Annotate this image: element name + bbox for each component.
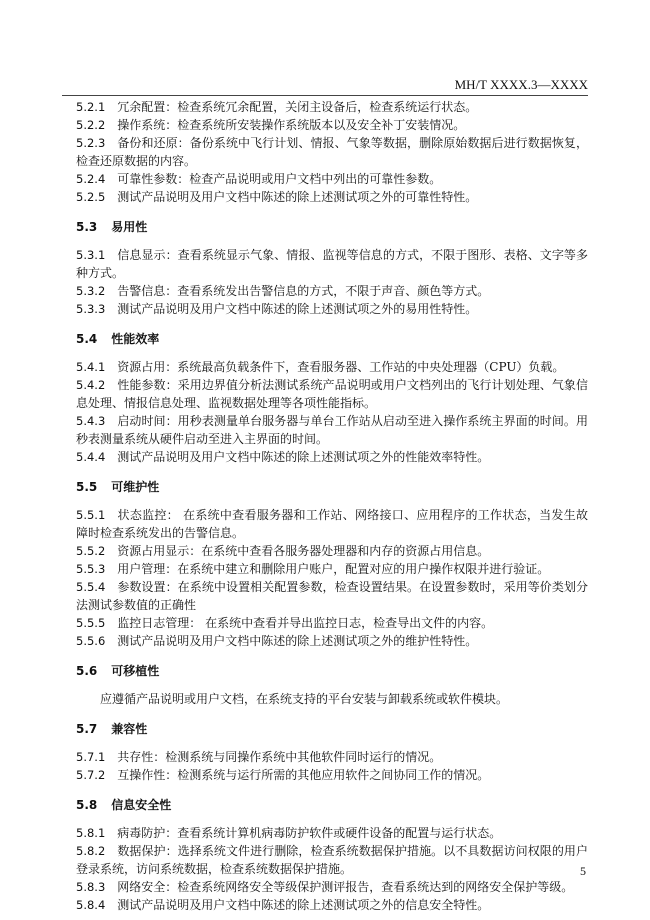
- clause-number: 5.2.3: [76, 136, 106, 150]
- section-title: 兼容性: [111, 722, 148, 736]
- clause-number: 5.8.1: [76, 826, 106, 840]
- clause-number: 5.3.2: [76, 284, 106, 298]
- clause-text: 参数设置：在系统中设置相关配置参数，检查设置结果。在设置参数时，采用等价类划分法测试参数值的正确性: [76, 580, 588, 612]
- clause: [76, 188, 588, 206]
- clause: [76, 632, 588, 650]
- clause-text: 测试产品说明及用户文档中陈述的除上述测试项之外的易用性特性。: [117, 302, 478, 316]
- clause-text: 状态监控： 在系统中查看服务器和工作站、网络接口、应用程序的工作状态，当发生故障时检查系统发出的告警信息。: [76, 508, 588, 540]
- clause-number: 5.5.4: [76, 580, 106, 594]
- clause-number: 5.2.1: [76, 100, 106, 114]
- clause-text: 病毒防护：查看系统计算机病毒防护软件或硬件设备的配置与运行状态。: [117, 826, 502, 840]
- clause-text: 备份和还原：备份系统中飞行计划、情报、气象等数据，删除原始数据后进行数据恢复，检查还原数据的内容。: [76, 136, 588, 168]
- clause: [76, 116, 588, 134]
- section-number: 5.7: [76, 722, 98, 736]
- clause-number: 5.3.1: [76, 248, 106, 262]
- clause-number: 5.5.3: [76, 562, 106, 576]
- section-number: 5.6: [76, 664, 98, 678]
- clause-number: 5.2.2: [76, 118, 106, 132]
- clause: [76, 282, 588, 300]
- clause: [76, 170, 588, 188]
- clause-number: 5.2.5: [76, 190, 106, 204]
- section-heading: [76, 218, 588, 236]
- paragraph: 应遵循产品说明或用户文档，在系统支持的平台安装与卸载系统或软件模块。: [100, 692, 509, 706]
- clause: [76, 412, 588, 448]
- clause: [76, 376, 588, 412]
- section-number: 5.3: [76, 220, 98, 234]
- clause-number: 5.4.2: [76, 378, 106, 392]
- clause-text: 可靠性参数：检查产品说明或用户文档中列出的可靠性参数。: [117, 172, 442, 186]
- clause-text: 资源占用：系统最高负载条件下，查看服务器、工作站的中央处理器（CPU）负载。: [117, 360, 565, 374]
- clause-number: 5.5.5: [76, 616, 106, 630]
- section-title: 易用性: [111, 220, 148, 234]
- clause-number: 5.4.3: [76, 414, 106, 428]
- clause-text: 资源占用显示：在系统中查看各服务器处理器和内存的资源占用信息。: [117, 544, 490, 558]
- clause-number: 5.4.4: [76, 450, 106, 464]
- section-heading: [76, 478, 588, 496]
- clause-number: 5.5.1: [76, 508, 106, 522]
- clause-number: 5.8.2: [76, 844, 106, 858]
- clause: [76, 766, 588, 784]
- document-body: [76, 98, 588, 914]
- section-heading: [76, 330, 588, 348]
- section-heading: [76, 720, 588, 738]
- clause-text: 操作系统：检查系统所安装操作系统版本以及安全补丁安装情况。: [117, 118, 466, 132]
- clause-text: 互操作性：检测系统与运行所需的其他应用软件之间协同工作的情况。: [117, 768, 490, 782]
- clause: [76, 842, 588, 878]
- clause-text: 测试产品说明及用户文档中陈述的除上述测试项之外的维护性特性。: [117, 634, 478, 648]
- document-code: MH/T XXXX.3—XXXX: [454, 77, 588, 92]
- clause-text: 数据保护：选择系统文件进行删除，检查系统数据保护措施。以不具数据访问权限的用户登录系统，访问系统数据，检查系统数据保护措施。: [76, 844, 588, 876]
- clause: [76, 560, 588, 578]
- clause-number: 5.4.1: [76, 360, 106, 374]
- clause-number: 5.3.3: [76, 302, 106, 316]
- page-number: 5: [580, 864, 586, 878]
- header-rule: [62, 95, 588, 96]
- section-title: 性能效率: [111, 332, 160, 346]
- clause: [76, 246, 588, 282]
- clause: [76, 134, 588, 170]
- section-number: 5.8: [76, 798, 98, 812]
- clause-text: 用户管理：在系统中建立和删除用户账户，配置对应的用户操作权限并进行验证。: [117, 562, 550, 576]
- clause: [76, 878, 588, 896]
- clause-number: 5.8.4: [76, 898, 106, 912]
- section-heading: [76, 662, 588, 680]
- clause-text: 测试产品说明及用户文档中陈述的除上述测试项之外的性能效率特性。: [117, 450, 490, 464]
- clause-text: 测试产品说明及用户文档中陈述的除上述测试项之外的信息安全特性。: [117, 898, 490, 912]
- clause-text: 告警信息：查看系统发出告警信息的方式，不限于声音、颜色等方式。: [117, 284, 490, 298]
- clause: [76, 358, 588, 376]
- section-title: 可维护性: [111, 480, 160, 494]
- clause: [76, 614, 588, 632]
- clause: [76, 578, 588, 614]
- clause-text: 信息显示：查看系统显示气象、情报、监视等信息的方式，不限于图形、表格、文字等多种方式。: [76, 248, 588, 280]
- clause: [76, 896, 588, 914]
- clause: [76, 300, 588, 318]
- clause: [76, 448, 588, 466]
- section-title: 可移植性: [111, 664, 160, 678]
- clause: [76, 98, 588, 116]
- section-title: 信息安全性: [111, 798, 172, 812]
- clause-number: 5.7.2: [76, 768, 106, 782]
- clause-text: 共存性：检测系统与同操作系统中其他软件同时运行的情况。: [117, 750, 442, 764]
- clause-text: 网络安全：检查系统网络安全等级保护测评报告，查看系统达到的网络安全保护等级。: [117, 880, 574, 894]
- clause-text: 冗余配置：检查系统冗余配置，关闭主设备后，检查系统运行状态。: [117, 100, 478, 114]
- clause-text: 监控日志管理： 在系统中查看并导出监控日志，检查导出文件的内容。: [117, 616, 494, 630]
- clause-number: 5.2.4: [76, 172, 106, 186]
- section-number: 5.4: [76, 332, 98, 346]
- clause-text: 测试产品说明及用户文档中陈述的除上述测试项之外的可靠性特性。: [117, 190, 478, 204]
- section-number: 5.5: [76, 480, 98, 494]
- clause: [76, 506, 588, 542]
- clause-number: 5.7.1: [76, 750, 106, 764]
- clause-number: 5.5.6: [76, 634, 106, 648]
- clause-text: 启动时间：用秒表测量单台服务器与单台工作站从启动至进入操作系统主界面的时间。用秒表测量系统从硬件启动至进入主界面的时间。: [76, 414, 588, 446]
- clause: [76, 542, 588, 560]
- clause-text: 性能参数：采用边界值分析法测试系统产品说明或用户文档列出的飞行计划处理、气象信息处理、情报信息处理、监视数据处理等各项性能指标。: [76, 378, 588, 410]
- clause: [76, 748, 588, 766]
- section-heading: [76, 796, 588, 814]
- clause-number: 5.8.3: [76, 880, 106, 894]
- clause-number: 5.5.2: [76, 544, 106, 558]
- clause: [76, 824, 588, 842]
